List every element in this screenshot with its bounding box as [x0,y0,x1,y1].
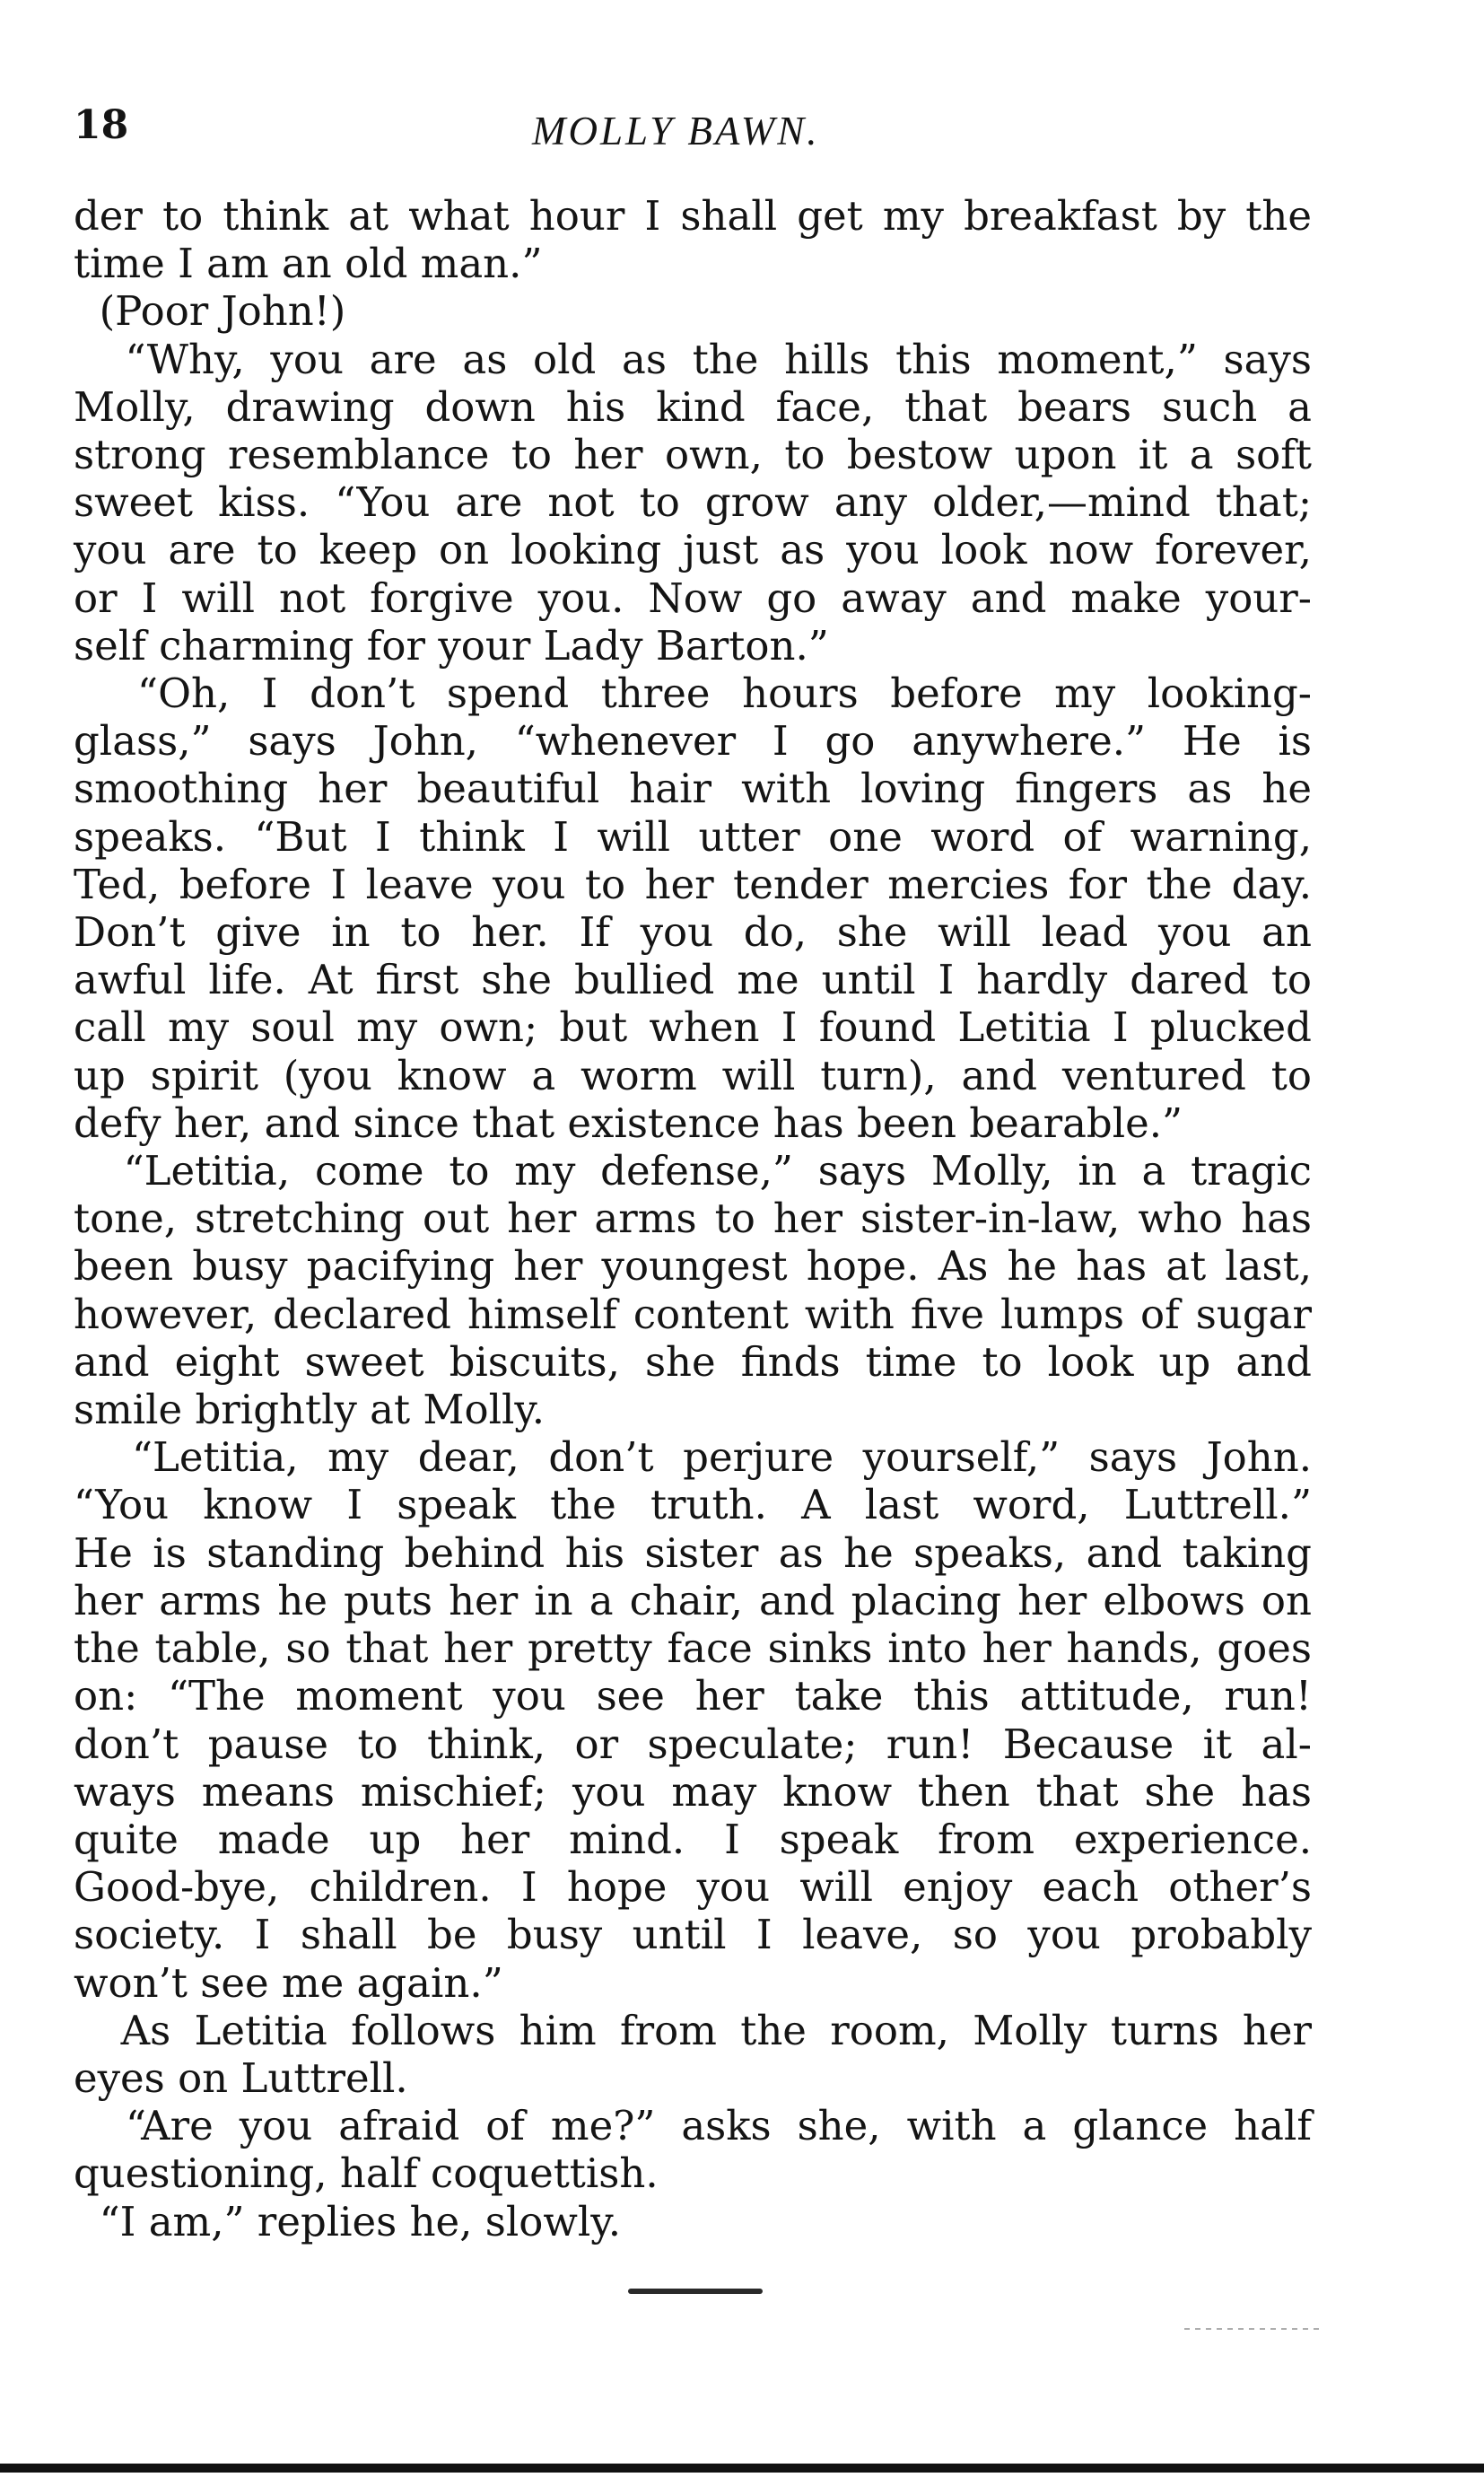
page-bottom-rule [0,2464,1484,2473]
text-line: you are to keep on looking just as you look now forever, [74,526,1312,574]
text-line: Don’t give in to her. If you do, she will lead you an [74,908,1312,957]
text-line: smoothing her beautiful hair with loving fingers as he [74,765,1312,813]
text-line: and eight sweet biscuits, she finds time to look up and [74,1337,1312,1386]
text-line: As Letitia follows him from the room, Molly turns her [74,2006,1312,2054]
text-line: strong resemblance to her own, to bestow upon it a soft [74,431,1312,479]
text-line: time I am an old man.” [74,240,543,288]
text-line: He is standing behind his sister as he speaks, and taking [74,1528,1312,1577]
text-line: her arms he puts her in a chair, and placing her elbows on [74,1576,1312,1624]
text-line: “You know I speak the truth. A last word, Luttrell.” [74,1481,1312,1529]
page-number: 18 [74,102,129,148]
text-line: Ted, before I leave you to her tender mercies for the day. [74,860,1312,908]
text-line: society. I shall be busy until I leave, so you probably [74,1911,1312,1959]
text-line: tone, stretching out her arms to her sister-in-law, who has [74,1195,1312,1243]
text-line: awful life. At first she bullied me until I hardly dared to [74,956,1312,1004]
text-line: “Letitia, my dear, don’t perjure yourself,” says John. [74,1433,1312,1482]
text-line: glass,” says John, “whenever I go anywhere.” He is [74,717,1312,766]
text-line: call my soul my own; but when I found Letitia I plucked [74,1003,1312,1052]
text-line: however, declared himself content with five lumps of sugar [74,1290,1312,1338]
text-line: “Why, you are as old as the hills this moment,” says [74,335,1312,383]
text-line: on: “The moment you see her take this attitude, run! [74,1672,1312,1720]
text-line: eyes on Luttrell. [74,2053,408,2102]
text-line: sweet kiss. “You are not to grow any older,—mind that; [74,478,1312,527]
text-line: “Letitia, come to my defense,” says Molly, in a tragic [74,1147,1312,1195]
text-line: “Are you afraid of me?” asks she, with a glance half [74,2102,1312,2150]
text-line: the table, so that her pretty face sinks into her hands, goes [74,1624,1312,1673]
text-line: or I will not forgive you. Now go away and make your- [74,573,1312,622]
text-line: up spirit (you know a worm will turn), and ventured to [74,1051,1312,1099]
text-line: Molly, drawing down his kind face, that bears such a [74,382,1312,431]
text-line: Good-bye, children. I hope you will enjoy each other’s [74,1863,1312,1912]
text-line: (Poor John!) [74,287,346,336]
text-line: defy her, and since that existence has been bearable.” [74,1099,1183,1147]
text-line: ways means mischief; you may know then that she has [74,1767,1312,1816]
print-specks [1184,2328,1319,2330]
text-line: self charming for your Lady Barton.” [74,621,829,670]
running-title: MOLLY BAWN. [532,109,820,153]
text-line: been busy pacifying her youngest hope. As he has at last, [74,1242,1312,1291]
text-line: quite made up her mind. I speak from experience. [74,1815,1312,1863]
text-line: don’t pause to think, or speculate; run! Because it al- [74,1720,1312,1768]
section-end-rule [628,2289,763,2294]
text-line: “I am,” replies he, slowly. [74,2197,622,2245]
text-line: won’t see me again.” [74,1958,503,2007]
text-line: “Oh, I don’t spend three hours before my looking- [74,670,1312,718]
body-text [74,192,1312,2245]
text-line: speaks. “But I think I will utter one word of warning, [74,812,1312,861]
text-line: der to think at what hour I shall get my breakfast by the [74,192,1312,240]
text-line: questioning, half coquettish. [74,2149,659,2198]
text-line: smile brightly at Molly. [74,1386,546,1434]
